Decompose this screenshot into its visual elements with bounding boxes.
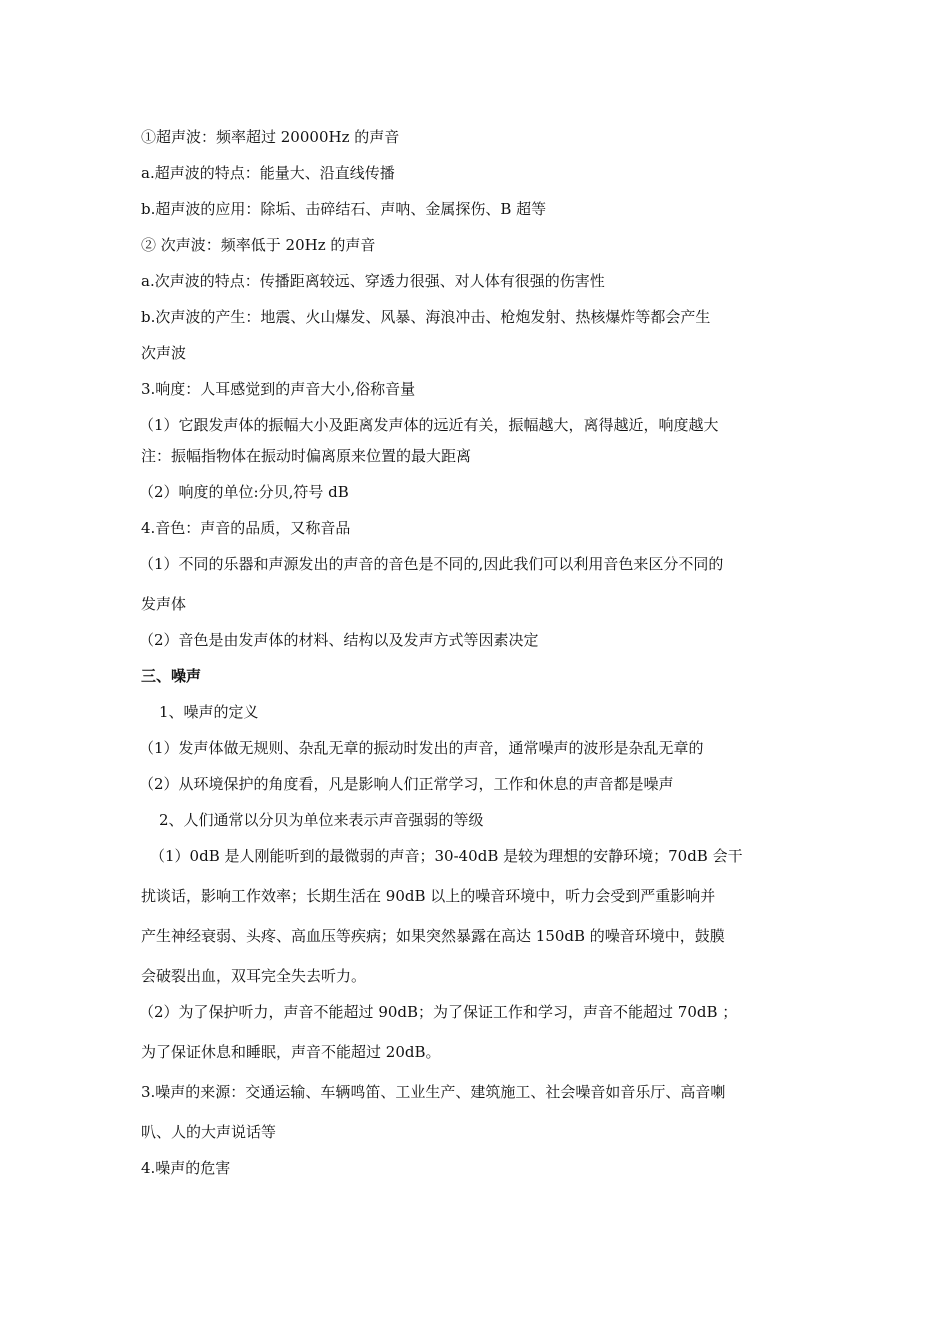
text-line-ultrasound-features: a.超声波的特点：能量大、沿直线传播 [141, 164, 395, 182]
text-line-noise-definition-2: （2）从环境保护的角度看，凡是影响人们正常学习，工作和休息的声音都是噪声 [139, 775, 674, 793]
document-body [141, 124, 821, 1191]
text-line-loudness-point-1: （1）它跟发声体的振幅大小及距离发声体的远近有关，振幅越大，离得越近，响度越大 [139, 416, 719, 434]
text-line-timbre-point-1-cont: 发声体 [141, 595, 187, 613]
text-line-noise-definition-heading: 1、噪声的定义 [159, 703, 259, 721]
text-line-loudness-point-2: （2）响度的单位:分贝,符号 dB [139, 483, 349, 501]
text-line-infrasound-definition: ② 次声波：频率低于 20Hz 的声音 [141, 236, 376, 254]
text-line-infrasound-features: a.次声波的特点：传播距离较远、穿透力很强、对人体有很强的伤害性 [141, 272, 605, 290]
text-line-decibel-point-1-cont-c: 会破裂出血，双耳完全失去听力。 [141, 967, 367, 985]
text-line-loudness-note: 注：振幅指物体在振动时偏离原来位置的最大距离 [141, 447, 472, 465]
text-line-timbre-point-1: （1）不同的乐器和声源发出的声音的音色是不同的,因此我们可以利用音色来区分不同的 [139, 555, 724, 573]
text-line-noise-sources-cont: 叭、人的大声说话等 [141, 1123, 277, 1141]
text-line-decibel-point-1: （1）0dB 是人刚能听到的最微弱的声音；30-40dB 是较为理想的安静环境；70dB 会干 [150, 847, 743, 865]
text-line-infrasound-sources: b.次声波的产生：地震、火山爆发、风暴、海浪冲击、枪炮发射、热核爆炸等都会产生 [141, 308, 711, 326]
text-line-decibel-point-1-cont-a: 扰谈话，影响工作效率；长期生活在 90dB 以上的噪音环境中，听力会受到严重影响并 [141, 887, 716, 905]
text-line-ultrasound-definition: ①超声波：频率超过 20000Hz 的声音 [141, 128, 400, 146]
text-line-decibel-heading: 2、人们通常以分贝为单位来表示声音强弱的等级 [159, 811, 484, 829]
text-line-decibel-point-2: （2）为了保护听力，声音不能超过 90dB；为了保证工作和学习，声音不能超过 70dB ； [139, 1003, 738, 1021]
text-line-timbre-heading: 4.音色：声音的品质，又称音品 [141, 519, 351, 537]
text-line-ultrasound-applications: b.超声波的应用：除垢、击碎结石、声呐、金属探伤、B 超等 [141, 200, 547, 218]
text-line-loudness-heading: 3.响度：人耳感觉到的声音大小,俗称音量 [141, 380, 416, 398]
text-line-decibel-point-2-cont: 为了保证休息和睡眠，声音不能超过 20dB。 [141, 1043, 441, 1061]
text-line-timbre-point-2: （2）音色是由发声体的材料、结构以及发声方式等因素决定 [139, 631, 539, 649]
text-line-noise-hazards-heading: 4.噪声的危害 [141, 1159, 231, 1177]
section-heading-noise: 三、噪声 [141, 667, 202, 685]
text-line-decibel-point-1-cont-b: 产生神经衰弱、头疼、高血压等疾病；如果突然暴露在高达 150dB 的噪音环境中，鼓膜 [141, 927, 725, 945]
text-line-noise-definition-1: （1）发声体做无规则、杂乱无章的振动时发出的声音，通常噪声的波形是杂乱无章的 [139, 739, 704, 757]
text-line-infrasound-sources-cont: 次声波 [141, 344, 187, 362]
text-line-noise-sources: 3.噪声的来源：交通运输、车辆鸣笛、工业生产、建筑施工、社会噪音如音乐厅、高音喇 [141, 1083, 726, 1101]
